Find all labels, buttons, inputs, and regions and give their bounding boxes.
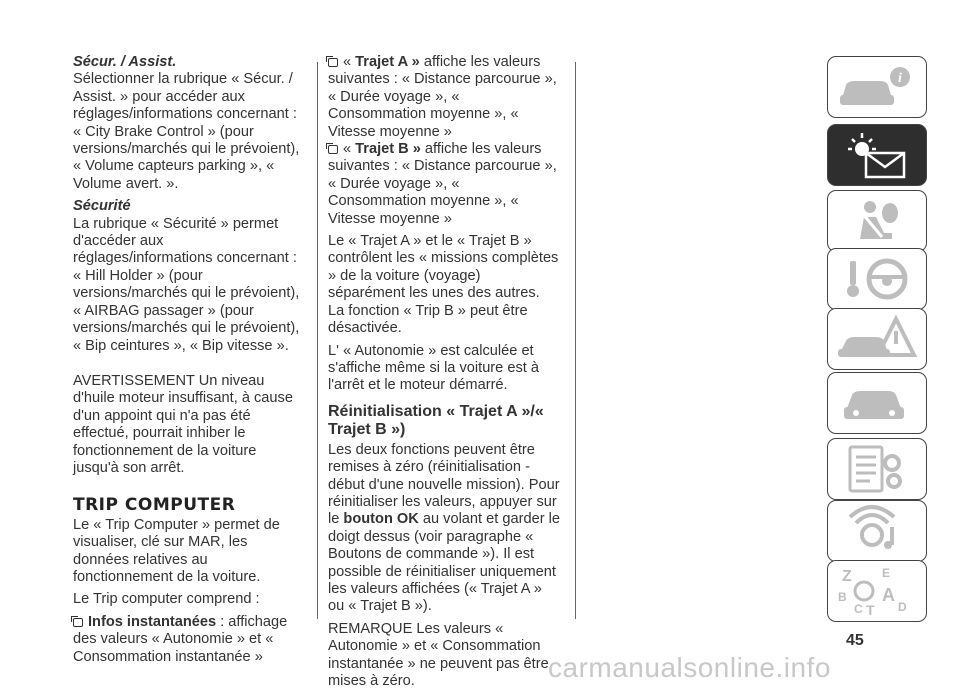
tab-starting-driving[interactable]: [827, 248, 927, 310]
bullet-trajet-b: « Trajet B » affiche les valeurs suivantes : « Distance parcourue », « Durée voyage », « Consommation moyenne », « Vitesse moyenne »: [328, 141, 557, 227]
steering-wheel-key-icon: [832, 251, 922, 307]
paragraph-trip-computer: Le « Trip Computer » permet de visualiser, clé sur MAR, les données relatives au fonctionnement de la voiture.: [73, 516, 280, 585]
section-heading-secur-assist: Sécur. / Assist.: [73, 54, 177, 70]
index-letter: A: [882, 585, 895, 605]
tab-technical-data[interactable]: [827, 438, 927, 500]
paragraph-securite: La rubrique « Sécurité » permet d'accéder aux réglages/informations concernant : « Hill Holder » (pour versions/marchés qui le prévoient), « AIRBAG passager » (pour versions/marchés qui le prévoient), « Bip ceintures », « Bip vitesse ».: [73, 215, 300, 354]
tab-warning-lights[interactable]: [827, 124, 927, 186]
remark-paragraph: REMARQUE Les valeurs « Autonomie » et « Consommation instantanée » ne peuvent pas être mises à zéro.: [328, 620, 549, 689]
car-service-icon: [832, 375, 922, 431]
index-letter: T: [866, 602, 875, 618]
multimedia-icon: [832, 503, 922, 559]
paragraph-secur-assist: Sélectionner la rubrique « Sécur. / Assist. » pour accéder aux réglages/informations concernant : « City Brake Control » (pour versions/marchés qui le prévoient), « Volume capteurs parking », « Volume avert. ».: [73, 71, 300, 192]
tab-emergency[interactable]: [827, 308, 927, 370]
car-info-icon: [832, 59, 922, 115]
document-settings-icon: [832, 441, 922, 497]
warning-paragraph: AVERTISSEMENT Un niveau d'huile moteur insuffisant, à cause d'un appoint qui n'a pas été effectué, pourrait inhiber le fonctionnement de la voiture jusqu'à son arrêt.: [73, 372, 293, 476]
page-number: 45: [846, 632, 864, 649]
tab-safety[interactable]: [827, 190, 927, 252]
section-heading-securite: Sécurité: [73, 198, 131, 215]
tab-maintenance[interactable]: [827, 372, 927, 434]
text-column-right: [328, 54, 560, 695]
warning-light-message-icon: [832, 127, 922, 183]
bullet-icon: [328, 145, 338, 154]
index-letter: C: [854, 602, 863, 616]
alphabetical-index-icon: [832, 563, 922, 619]
breakdown-triangle-icon: [832, 311, 922, 367]
bullet-trajet-a: « Trajet A » affiche les valeurs suivantes : « Distance parcourue », « Durée voyage », « Consommation moyenne », « Vitesse moyenne »: [328, 54, 557, 140]
column-divider: [317, 62, 318, 619]
column-divider: [575, 62, 576, 619]
index-letter: Z: [842, 568, 852, 585]
tab-car-info[interactable]: [827, 56, 927, 118]
section-heading-trip-computer: TRIP COMPUTER: [73, 495, 236, 516]
index-letter: E: [882, 566, 891, 580]
paragraph-trip-includes: Le Trip computer comprend :: [73, 591, 260, 608]
section-heading-reinitialisation: Réinitialisation « Trajet A »/« Trajet B »): [328, 402, 544, 438]
tab-index[interactable]: [827, 560, 927, 622]
bullet-icon: [328, 58, 338, 67]
index-letter: B: [838, 590, 847, 604]
paragraph-autonomie: L' « Autonomie » est calculée et s'affiche même si la voiture est à l'arrêt et le moteur démarré.: [328, 342, 539, 394]
paragraph-trajets: Le « Trajet A » et le « Trajet B » contrôlent les « missions complètes » de la voiture (voyage) séparément les unes des autres. La fonction « Trip B » peut être désactivée.: [328, 233, 559, 337]
bullet-icon: [73, 618, 83, 627]
tab-multimedia[interactable]: [827, 500, 927, 562]
airbag-seatbelt-icon: [832, 193, 922, 249]
svg-text:i: i: [898, 71, 902, 86]
index-letter: D: [898, 600, 907, 614]
bullet-infos-instantanees: Infos instantanées : affichage des valeurs « Autonomie » et « Consommation instantanée »: [73, 613, 288, 665]
text-column-left: [73, 54, 305, 671]
paragraph-reinitialisation: Les deux fonctions peuvent être remises à zéro (réinitialisation - début d'une nouvelle mission). Pour réinitialiser les valeurs, appuyer sur le bouton OK au volant et garder le doigt dessus (voir paragraphe « Boutons de commande »). Il est possible de réinitialiser uniquement les valeurs affichées (« Trajet A » ou « Trajet B »).: [328, 441, 560, 615]
watermark: carmanualsonline.info: [548, 652, 831, 683]
